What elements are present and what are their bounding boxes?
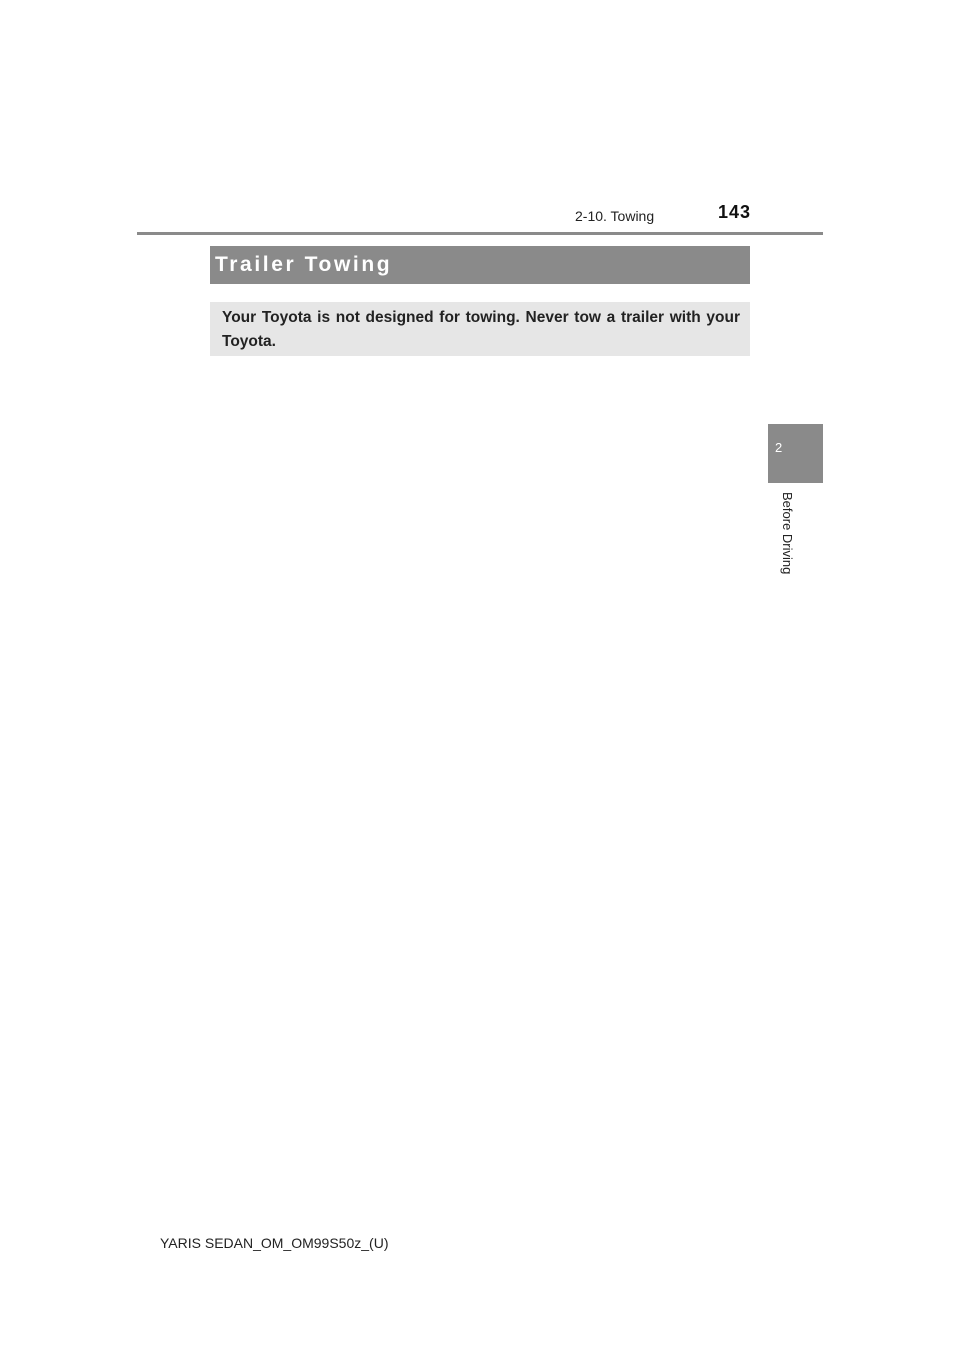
- footer-manual-code: YARIS SEDAN_OM_OM99S50z_(U): [160, 1235, 389, 1251]
- header-section-title: 2-10. Towing: [575, 208, 655, 224]
- intro-box: Your Toyota is not designed for towing. Never tow a trailer with your Toyota.: [210, 302, 750, 356]
- chapter-tab-title: Before Driving: [780, 492, 795, 575]
- page-number: 143: [718, 202, 752, 222]
- section-title-bar: Trailer Towing: [210, 246, 750, 284]
- header-divider: [137, 232, 823, 235]
- chapter-tab-number: 2: [775, 440, 783, 455]
